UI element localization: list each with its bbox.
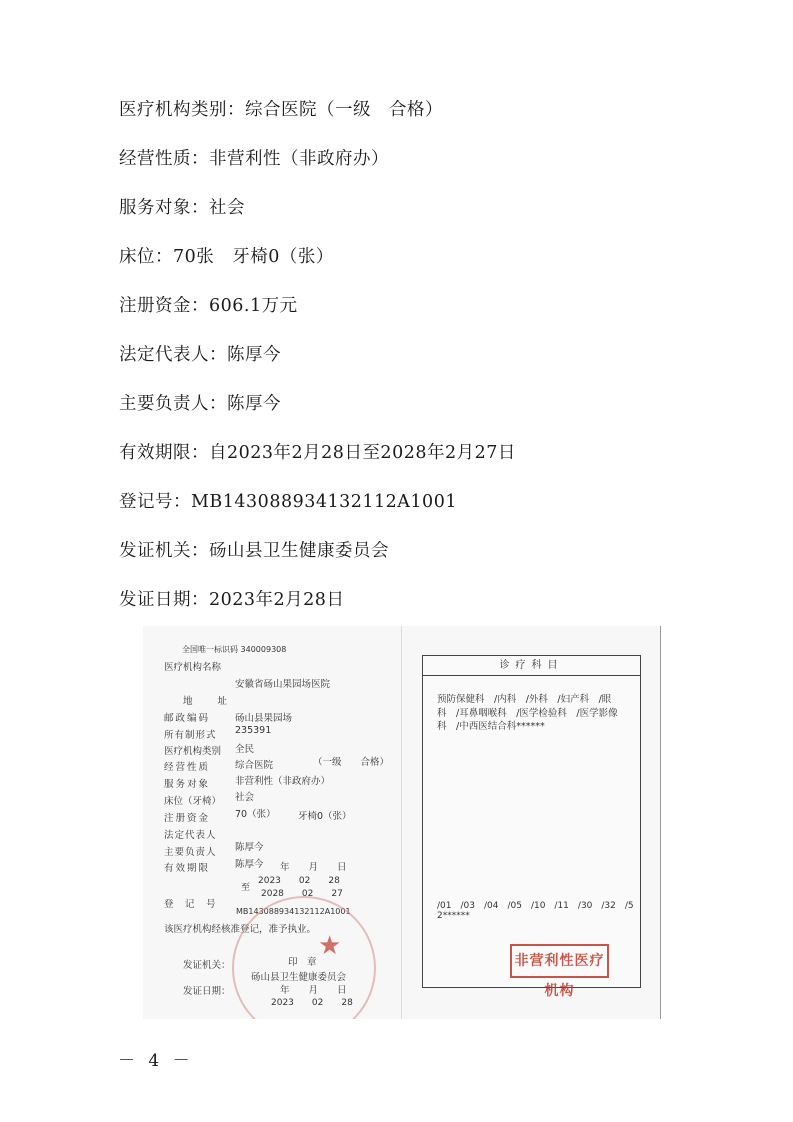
text-line-validity: 有效期限：自2023年2月28日至2028年2月27日 [119, 443, 516, 463]
fold-line [401, 626, 402, 1019]
nature-value: 非营利性（非政府办） [235, 776, 331, 787]
legal-rep-value: 陈厚今 [235, 842, 264, 853]
reg-number-label: 登 记 号 [164, 899, 217, 910]
chief-value: 陈厚今 [235, 859, 264, 870]
address-value: 砀山县果园场 [235, 713, 293, 724]
ownership-label: 所有制形式 [164, 730, 217, 741]
subjects-line-2: 科 /耳鼻咽喉科 /医学检验科 /医学影像 [437, 708, 618, 719]
legal-rep-label: 法定代表人 [164, 830, 217, 841]
text-line-legal-rep: 法定代表人：陈厚今 [119, 345, 281, 365]
scan-edge [660, 626, 661, 1019]
text-line-nature: 经营性质：非营利性（非政府办） [119, 149, 389, 169]
type-label: 医疗机构类别 [164, 746, 222, 757]
capital-label: 注册资金 [164, 813, 211, 824]
reg-number-value: MB143088934132112A1001 [236, 907, 351, 916]
text-line-issuer: 发证机关：砀山县卫生健康委员会 [119, 541, 389, 561]
nature-label: 经营性质 [164, 762, 211, 773]
subjects-box [422, 655, 641, 988]
issue-date-value: 2023 02 28 [271, 998, 353, 1008]
issue-date-label: 发证日期： [183, 986, 231, 997]
beds-value: 70（张） [235, 809, 276, 820]
text-line-capital: 注册资金：606.1万元 [119, 296, 298, 316]
issuer-value: 砀山县卫生健康委员会 [251, 972, 347, 983]
codes-line-2: 2****** [437, 911, 470, 921]
license-scan [143, 626, 661, 1019]
postal-value: 235391 [235, 725, 272, 736]
text-line-reg-number: 登记号：MB143088934132112A1001 [119, 492, 457, 512]
name-value: 安徽省砀山果园场医院 [235, 679, 331, 690]
subjects-line-3: 科 /中西医结合科****** [437, 721, 545, 732]
validity-to-prefix: 至 [241, 883, 251, 893]
issue-date-ymd: 年 月 日 [280, 985, 347, 996]
service-value: 社会 [235, 792, 255, 803]
seal-text: 印 章 [288, 957, 317, 968]
beds-label: 床位（牙椅） [164, 796, 222, 807]
codes-line-1: /01 /03 /04 /05 /10 /11 /30 /32 /5 [437, 901, 634, 911]
chairs-value: 牙椅0（张） [298, 811, 352, 822]
validity-ymd: 年 月 日 [280, 862, 347, 873]
address-label: 地 址 [183, 696, 230, 707]
text-line-issue-date: 发证日期：2023年2月28日 [119, 590, 345, 610]
text-line-category: 医疗机构类别：综合医院（一级 合格） [119, 100, 443, 120]
text-line-service: 服务对象：社会 [119, 198, 245, 218]
seal-star-icon: ★ [318, 931, 342, 961]
subjects-line-1: 预防保健科 /内科 /外科 /妇产科 /眼 [437, 694, 612, 705]
postal-label: 邮政编码 [164, 713, 211, 724]
validity-to: 2028 02 27 [261, 889, 343, 899]
service-label: 服务对象 [164, 779, 211, 790]
name-label: 医疗机构名称 [164, 662, 222, 673]
ownership-value: 全民 [235, 744, 255, 755]
validity-label: 有效期限 [164, 863, 211, 874]
approval-text: 该医疗机构经核准登记，准予执业。 [164, 924, 317, 935]
issuer-label: 发证机关： [183, 960, 231, 971]
page-number: － 4 － [118, 1051, 194, 1071]
type-value: 综合医院 [235, 760, 274, 771]
license-id-line: 全国唯一标识码 340009308 [182, 645, 287, 654]
text-line-chief: 主要负责人：陈厚今 [119, 394, 281, 414]
validity-from: 2023 02 28 [258, 876, 340, 886]
type-grade: （一级 合格） [313, 757, 390, 768]
text-line-beds: 床位：70张 牙椅0（张） [119, 247, 334, 267]
subjects-title: 诊疗科目 [423, 656, 640, 676]
nonprofit-stamp: 非营利性医疗机构 [510, 944, 609, 978]
chief-label: 主要负责人 [164, 847, 217, 858]
